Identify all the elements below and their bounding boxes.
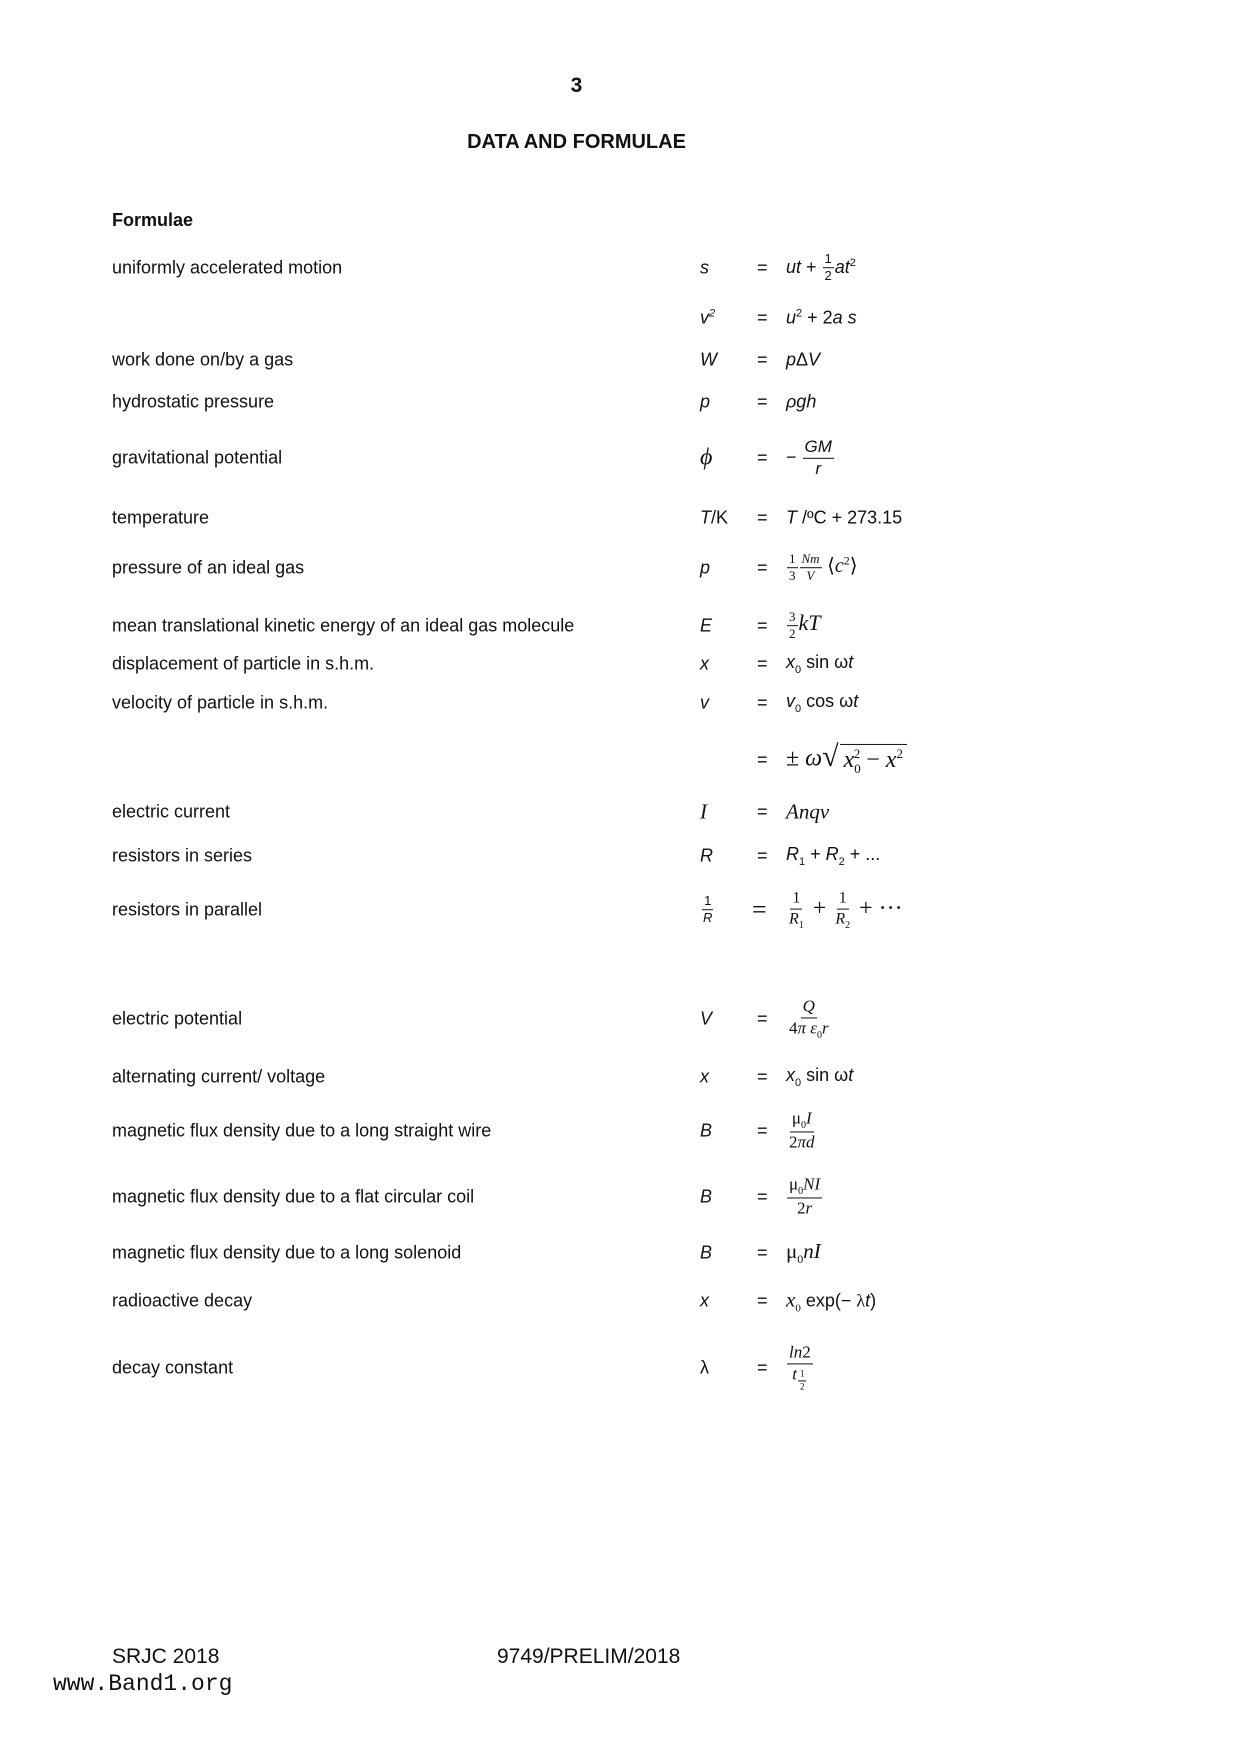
formula-label: hydrostatic pressure (112, 391, 275, 412)
formula-label: pressure of an ideal gas (112, 557, 305, 578)
formula-rhs: $x_0$ exp(− λt) (786, 1287, 877, 1315)
formula-label: electric current (112, 801, 231, 822)
equals-sign: = (752, 895, 767, 924)
formula-label: resistors in series (112, 845, 253, 866)
section-heading: Formulae (112, 210, 194, 230)
watermark: www.Band1.org (53, 1671, 233, 1697)
formula-label: magnetic flux density due to a long solenoid (112, 1242, 462, 1263)
formula-symbol: p (700, 391, 711, 412)
formula-rhs: − $\frac{GM}{r}$ (786, 436, 832, 478)
formula-rhs: $u^2 + 2a$ s (786, 307, 857, 328)
formula-symbol: x (700, 1290, 709, 1311)
footer-school: SRJC 2018 (112, 1645, 220, 1668)
formula-symbol: ϕ (700, 444, 713, 471)
equals-sign: = (757, 845, 768, 866)
formula-rhs: $\frac{\mu_0I}{2\pi d}$ (789, 1108, 815, 1152)
page-number: 3 (570, 74, 583, 97)
formula-rhs: $x_0$ sin ωt (786, 1065, 854, 1089)
formula-symbol: x (700, 1066, 709, 1087)
formula-symbol: s (700, 257, 709, 278)
equals-sign: = (757, 615, 768, 636)
formula-rhs: $\frac{1}{R_1}$ + $\frac{1}{R_2}$ + ··· (789, 889, 903, 931)
equals-sign: = (757, 1186, 768, 1207)
formula-rhs: $\frac{Q}{4\pi \varepsilon_0r}$ (789, 996, 829, 1041)
formula-rhs: $\mu_0nI$ (786, 1238, 821, 1267)
formula-symbol: p (700, 557, 711, 578)
equals-sign: = (757, 447, 768, 468)
formula-rhs: pΔV (786, 349, 821, 370)
equals-sign: = (757, 801, 768, 822)
formula-label: velocity of particle in s.h.m. (112, 692, 329, 713)
equals-sign: = (757, 1290, 768, 1311)
formula-rhs: $\frac{1}{3}$ $\frac{Nm}{V}$ $⟨c^2⟩$ (789, 551, 858, 584)
equals-sign: = (757, 257, 768, 278)
equals-sign: = (757, 1066, 768, 1087)
formula-rhs: ut + $\frac{1}{2}$ $at^2$ (786, 251, 856, 284)
equals-sign: = (757, 1008, 768, 1029)
formula-label: mean translational kinetic energy of an ideal gas molecule (112, 615, 575, 636)
formula-label: radioactive decay (112, 1290, 253, 1311)
formula-rhs: Anqv (786, 799, 830, 824)
formula-symbol: λ (700, 1357, 709, 1378)
formula-label: decay constant (112, 1357, 234, 1378)
equals-sign: = (757, 692, 768, 713)
equals-sign: = (757, 1357, 768, 1378)
equals-sign: = (757, 749, 768, 770)
formula-symbol: $v^2$ (700, 307, 716, 328)
equals-sign: = (757, 653, 768, 674)
equals-sign: = (757, 1242, 768, 1263)
formula-rhs: $\frac{3}{2}$ kT (789, 609, 821, 642)
formula-symbol: R (700, 845, 713, 866)
formula-rhs: ln2 t $_{\frac{1}{2}}$ (789, 1342, 811, 1392)
formula-label: magnetic flux density due to a long straight wire (112, 1120, 492, 1141)
formula-rhs: $R_1 + R_2$ + ... (786, 844, 881, 868)
formula-rhs: $\frac{\mu_0NI}{2r}$ (789, 1174, 821, 1218)
formula-symbol: W (700, 349, 717, 370)
formula-symbol: B (700, 1186, 713, 1207)
equals-sign: = (757, 557, 768, 578)
formula-label: work done on/by a gas (112, 349, 294, 370)
formula-symbol: E (700, 615, 713, 636)
formula-symbol: $\frac{1}{R}$ (703, 893, 713, 926)
formula-rhs: $v_0$ cos ωt (786, 691, 859, 715)
formula-symbol: T/K (700, 507, 729, 528)
formula-rhs: $x_0$ sin ωt (786, 652, 854, 676)
formula-symbol: V (700, 1008, 713, 1029)
formula-symbol: B (700, 1120, 713, 1141)
equals-sign: = (757, 391, 768, 412)
formula-symbol: v (700, 692, 709, 713)
equals-sign: = (757, 307, 768, 328)
formula-label: gravitational potential (112, 447, 283, 468)
equals-sign: = (757, 349, 768, 370)
formula-rhs: ± ω √ $x_0^2 - x^2$ (786, 744, 907, 776)
formula-symbol: I (700, 799, 707, 824)
formula-symbol: x (700, 653, 709, 674)
page-title: DATA AND FORMULAE (467, 131, 686, 153)
formula-symbol: B (700, 1242, 713, 1263)
equals-sign: = (757, 507, 768, 528)
formula-label: magnetic flux density due to a flat circular coil (112, 1186, 475, 1207)
formula-label: displacement of particle in s.h.m. (112, 653, 375, 674)
formula-label: uniformly accelerated motion (112, 257, 343, 278)
formula-label: electric potential (112, 1008, 243, 1029)
formula-rhs: T /ºC + 273.15 (786, 507, 903, 528)
formula-label: temperature (112, 507, 210, 528)
equals-sign: = (757, 1120, 768, 1141)
formula-label: alternating current/ voltage (112, 1066, 326, 1087)
footer-paper-code: 9749/PRELIM/2018 (497, 1645, 681, 1668)
formula-rhs: ρgh (786, 391, 817, 412)
formula-label: resistors in parallel (112, 899, 263, 920)
